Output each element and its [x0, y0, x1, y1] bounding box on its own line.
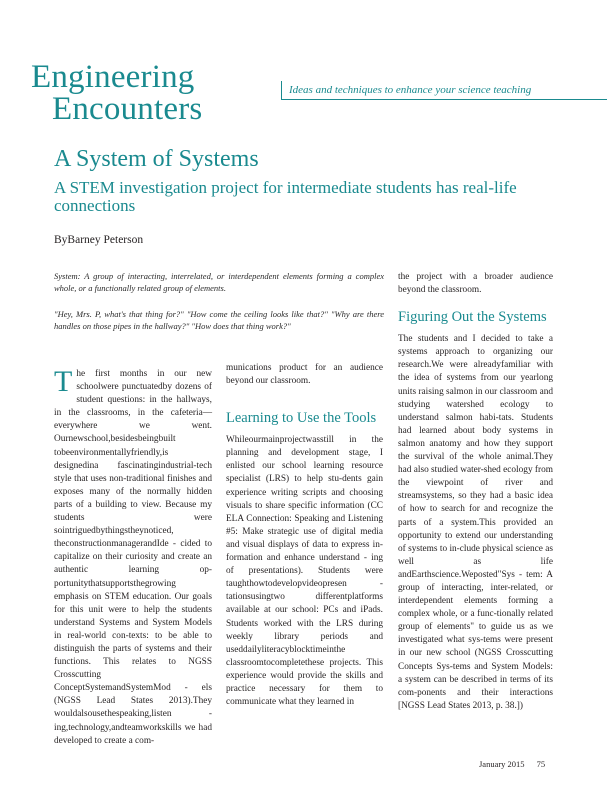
- article-title: A System of Systems: [54, 146, 259, 172]
- intro-definition: System: A group of interacting, interrelated, or interdependent elements forming a complex whole, or a functionally related group of elements.: [54, 271, 384, 293]
- column2-continuation: munications product for an audience beyond our classroom.: [226, 363, 383, 387]
- issue-date: January 2015: [479, 759, 525, 769]
- section-heading-figuring-systems: Figuring Out the Systems: [398, 309, 547, 326]
- body-column-1: [54, 365, 212, 748]
- masthead-rule: [281, 99, 607, 100]
- page-footer: [479, 759, 545, 769]
- column1-paragraph: [54, 365, 212, 748]
- page-number: 75: [536, 759, 546, 769]
- column1-text: he first months in our new schoolwere punctuatedby dozens of student questions: in the hallways, in the classrooms, in the cafeteria—everywhere we went. Ournewschool,besidesbeingbuilt tobeenvironmentallyfriendly,is designedina fascinatingindustrial-tech style that uses non-traditional finishes and exposes many of the normally hidden parts of a building to view. Because my students were sointriguedbythingstheynoticed, theconstructionmanagerandIde - cided to capitalize on their curiosity and create an authentic learning op-portunitythatsupportsthegrowing emphasis on STEM education. Our goals for this unit were to help the students understand Systems and System Models in real-world con-texts: to be able to distinguish the parts of systems and their functions. This relates to NGSS Crosscutting ConceptSystemandSystemMod - els (NGSS Lead States 2013).They wouldalsousethespeaking,listen - ing,technology,andteamworkskills we had developed to create a com-: [54, 369, 212, 746]
- article-byline: ByBarney Peterson: [54, 234, 144, 246]
- drop-cap: T: [54, 365, 73, 398]
- masthead-title-line2: Encounters: [52, 91, 203, 127]
- section-heading-learning-tools: Learning to Use the Tools: [226, 410, 377, 427]
- column3-continuation: the project with a broader audience beyond the classroom.: [398, 272, 553, 296]
- masthead-tagline: Ideas and techniques to enhance your science teaching: [289, 84, 532, 96]
- article-subtitle: A STEM investigation project for intermediate students has real-life connections: [54, 178, 517, 215]
- column2-body: Whileourmainprojectwasstill in the planning and development stage, I enlisted our school learning resource specialist (LRS) to help stu-dents gain experience writing scripts and choosing visuals to share specific information (CC ELA Connection: Speaking and Listening #5: Make strategic use of digital media and visual displays of data to express in-formation and enhance understand - ing of presentations). Students were taughthowtodevelopvideopresen - tationsusingtwo differentplatforms available at our school: PCs and iPads. Students worked with the LRS during weekly library periods and useddailyliteracyblocktimeinthe classroomtocompletethese projects. This experience would provide the skills and practice necessary for them to communicate what they learned in: [226, 435, 383, 708]
- body-column-2: [226, 362, 383, 709]
- masthead-rule-vertical: [281, 81, 282, 100]
- column3-body: The students and I decided to take a systems approach to organizing our research.We were alreadyfamiliar with the idea of systems from our yearlong units raising salmon in our classroom and studying watershed ecology to understand salmon habi-tats. Students had learned about body systems in salmon anatomy and how they support the survival of the whole animal.They had also studied water-shed ecology from the viewpoint of river and streamsystems, so they had a basic idea of how to search for and recognize the parts of a system.This provided an opportunity to extend our understanding of systems to in-clude physical science as well as life andEarthscience.Weposted"Sys - tem: A group of interacting, inter-related, or interdependent elements forming a complex whole, or a func-tionally related group of elements" to guide us as we investigated what sys-tems were present in our new school (NGSS Crosscutting Concepts Sys-tems and System Models: a system can be described in terms of its com-ponents and their interactions [NGSS Lead States 2013, p. 38.]): [398, 334, 553, 711]
- intro-quotes: "Hey, Mrs. P, what's that thing for?" "How come the ceiling looks like that?" "Why are there handles on those pipes in the hallway?" "How does that thing work?": [54, 309, 384, 331]
- masthead-title-line1: Engineering: [31, 59, 195, 95]
- body-column-3: [398, 271, 553, 713]
